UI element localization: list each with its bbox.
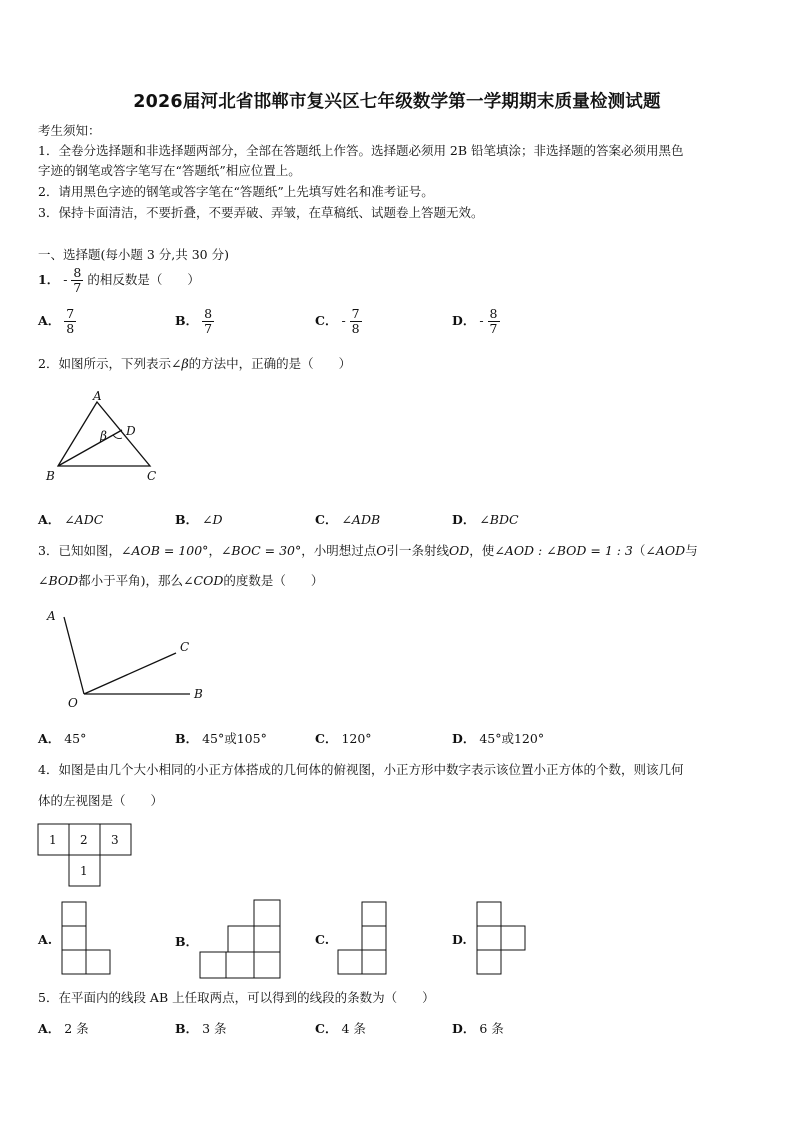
option-label: B． [175, 512, 199, 527]
frac-num: 7 [351, 306, 360, 321]
label-c: C [180, 640, 190, 654]
q2-option-b[interactable] [175, 510, 223, 528]
grid-cell-r1c3: 3 [111, 833, 119, 847]
option-text: 6 条 [479, 1021, 504, 1036]
q3-option-a[interactable] [38, 729, 86, 747]
q2-text-b: 的方法中，正确的是（ ） [188, 356, 352, 371]
q4-option-b-figure[interactable] [200, 900, 280, 978]
question-5: 5．在平面内的线段 AB 上任取两点，可以得到的线段的条数为（ ） [38, 990, 435, 1005]
q4-option-a-figure[interactable] [62, 900, 112, 978]
frac-num: 8 [489, 306, 498, 321]
q2-option-d[interactable] [452, 510, 519, 528]
q5-option-c[interactable] [315, 1019, 366, 1037]
q4-option-c[interactable] [315, 932, 329, 947]
frac-den: 8 [66, 320, 75, 336]
option-text: ∠ADC [64, 512, 104, 527]
q1-number: 1． [38, 271, 60, 287]
q1-tail: 的相反数是（ ） [87, 271, 200, 287]
label-d: D [126, 424, 136, 438]
q3-option-d[interactable] [452, 729, 544, 747]
option-label: A. [38, 932, 53, 947]
question-3-line-1 [38, 541, 698, 559]
option-text: ∠ADB [341, 512, 381, 527]
q4-option-d[interactable] [452, 932, 467, 947]
option-fraction [64, 307, 76, 336]
section-heading: 一、选择题(每小题 3 分,共 30 分) [38, 247, 229, 262]
q1-option-a[interactable] [38, 307, 76, 336]
option-label: C． [315, 1021, 338, 1036]
frac-den: 7 [204, 320, 213, 336]
notice-item-3: 3．保持卡面清洁，不要折叠，不要弄破、弄皱，在草稿纸、试题卷上答题无效。 [38, 205, 484, 220]
label-a: A [93, 389, 102, 403]
label-b: B [194, 687, 203, 701]
q1-frac-den: 7 [73, 279, 82, 295]
page-title: 2026届河北省邯郸市复兴区七年级数学第一学期期末质量检测试题 [133, 92, 661, 112]
option-text: 3 条 [202, 1021, 227, 1036]
q5-option-a[interactable] [38, 1019, 89, 1037]
q3-option-b[interactable] [175, 729, 267, 747]
q2-option-c[interactable] [315, 510, 380, 528]
q5-option-d[interactable] [452, 1019, 504, 1037]
q3-option-c[interactable] [315, 729, 372, 747]
q4-option-c-figure[interactable] [338, 900, 388, 978]
option-text: 45° [64, 731, 87, 746]
q3-math-bod: ∠BOD [38, 573, 79, 588]
option-label: C． [315, 512, 338, 527]
frac-den: 8 [351, 320, 360, 336]
option-label: D. [452, 932, 467, 947]
option-label: D． [452, 1021, 476, 1036]
q2-triangle-figure [40, 390, 170, 490]
option-label: D． [452, 731, 476, 746]
q1-frac-num: 8 [73, 265, 82, 280]
option-fraction [350, 307, 362, 336]
option-text: 120° [341, 731, 372, 746]
option-label: B． [175, 312, 199, 328]
option-label: A． [38, 512, 61, 527]
label-a: A [47, 609, 56, 623]
option-sign: - [341, 312, 346, 328]
q1-sign: - [63, 271, 68, 287]
q3-text: 与 [685, 543, 698, 558]
q3-math-aod: ∠AOD [645, 543, 686, 558]
label-c: C [147, 469, 157, 483]
option-label: D． [452, 512, 476, 527]
q1-option-b[interactable] [175, 307, 214, 336]
q3-math-od: OD [449, 543, 470, 558]
option-fraction [202, 307, 214, 336]
q3-math-boc: ∠BOC = 30° [220, 543, 302, 558]
q3-text: 的度数是（ ） [223, 573, 324, 588]
option-label: C． [315, 731, 338, 746]
question-4-line-2: 体的左视图是（ ） [38, 793, 164, 808]
q1-option-c[interactable] [315, 307, 362, 336]
q3-math-aob: ∠AOB = 100° [120, 543, 209, 558]
q4-option-a[interactable] [38, 932, 52, 947]
label-beta: β [100, 429, 107, 443]
q3-math-o: O [376, 543, 387, 558]
question-4-line-1: 4．如图是由几个大小相同的小正方体搭成的几何体的俯视图，小正方形中数字表示该位置小正方体的个数，则该几何 [38, 762, 684, 777]
option-label: A． [38, 1021, 61, 1036]
q4-top-view-grid [38, 824, 138, 888]
option-label: C. [315, 932, 330, 947]
q3-text: ，使 [469, 543, 495, 558]
q3-angle-figure [40, 605, 220, 715]
q3-text: ，小明想过点 [301, 543, 377, 558]
option-text: 45°或120° [479, 731, 545, 746]
q3-text: （ [632, 543, 646, 558]
grid-cell-r1c1: 1 [49, 833, 57, 847]
label-o: O [68, 696, 78, 710]
q3-text: 3．已知如图， [38, 543, 121, 558]
notice-heading: 考生须知： [38, 123, 101, 138]
option-label: A． [38, 312, 61, 328]
question-3-line-2 [38, 571, 323, 589]
q1-option-d[interactable] [452, 307, 500, 336]
option-text: 45°或105° [202, 731, 267, 746]
option-sign: - [479, 312, 484, 328]
frac-num: 7 [66, 306, 75, 321]
question-1 [38, 266, 200, 295]
question-2 [38, 354, 351, 372]
label-b: B [46, 469, 55, 483]
option-label: C． [315, 312, 338, 328]
q4-option-b[interactable] [175, 932, 198, 950]
frac-num: 8 [204, 306, 213, 321]
q3-text: ， [208, 543, 221, 558]
notice-item-1-cont: 字迹的钢笔或答字笔写在“答题纸”相应位置上。 [38, 163, 301, 178]
option-label: B． [175, 934, 199, 949]
q2-option-a[interactable] [38, 510, 103, 528]
q3-math-ratio: ∠AOD : ∠BOD = 1 : 3 [494, 543, 633, 558]
option-text: 4 条 [341, 1021, 366, 1036]
option-label: D． [452, 312, 476, 328]
option-label: B． [175, 731, 199, 746]
grid-cell-r2c2: 1 [80, 864, 88, 878]
option-text: ∠D [202, 512, 223, 527]
q2-beta: ∠β [170, 356, 189, 371]
q3-text: 都小于平角)，那么 [78, 573, 184, 588]
option-text: 2 条 [64, 1021, 89, 1036]
frac-den: 7 [489, 320, 498, 336]
notice-item-2: 2．请用黑色字迹的钢笔或答字笔在“答题纸”上先填写姓名和准考证号。 [38, 184, 434, 199]
option-fraction [488, 307, 500, 336]
q1-fraction [71, 266, 83, 295]
option-text: ∠BDC [479, 512, 519, 527]
q5-option-b[interactable] [175, 1019, 227, 1037]
q3-text: 引一条射线 [386, 543, 450, 558]
q2-text-a: 2．如图所示，下列表示 [38, 356, 171, 371]
q4-option-d-figure[interactable] [477, 900, 527, 978]
q3-math-cod: ∠COD [183, 573, 224, 588]
option-label: B． [175, 1021, 199, 1036]
grid-cell-r1c2: 2 [80, 833, 88, 847]
notice-item-1: 1．全卷分选择题和非选择题两部分，全部在答题纸上作答。选择题必须用 2B 铅笔填涂；非选择题的答案必须用黑色 [38, 143, 684, 158]
option-label: A． [38, 731, 61, 746]
